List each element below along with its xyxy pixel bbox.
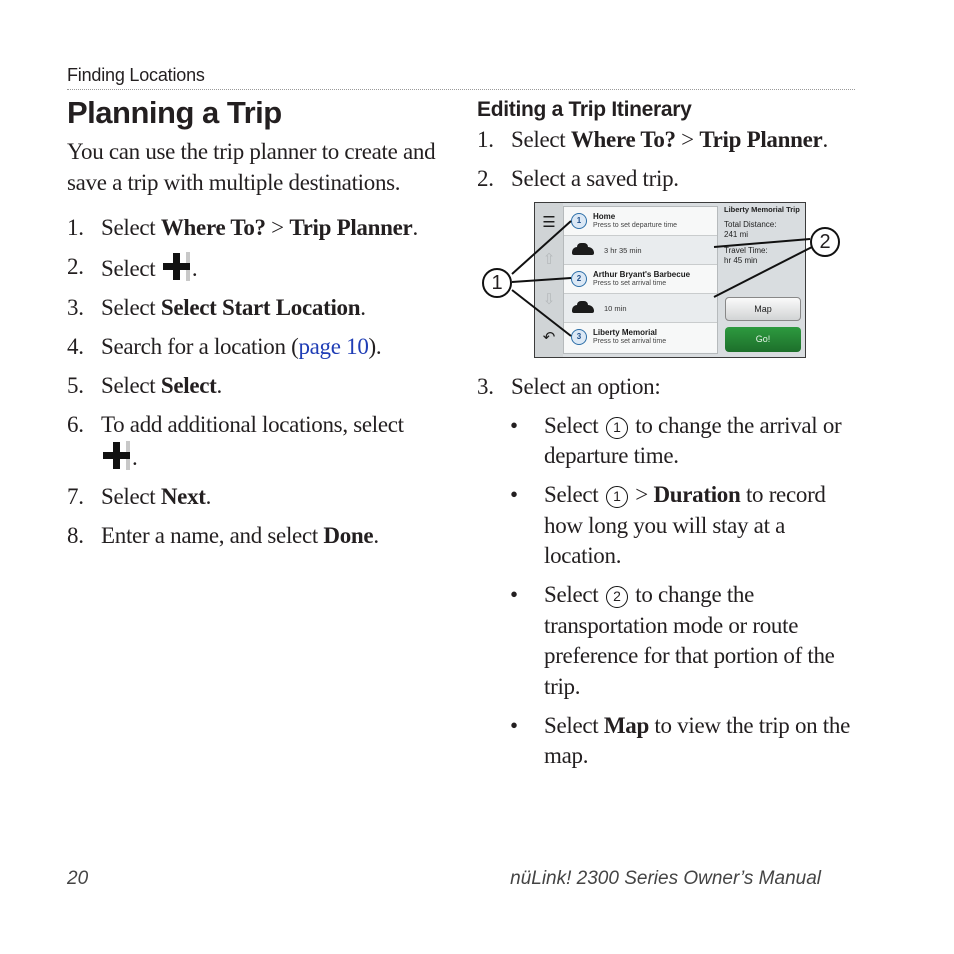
planning-steps-list [67, 213, 452, 551]
section-title: Editing a Trip Itinerary [477, 98, 692, 121]
segment-time: 10 min [604, 304, 627, 313]
travel-time-label: Travel Time: [724, 246, 768, 255]
manual-title: nüLink! 2300 Series Owner’s Manual [510, 868, 821, 889]
back-icon[interactable]: ↶ [542, 329, 556, 346]
go-button[interactable]: Go! [725, 327, 801, 352]
trip-name: Liberty Memorial Trip [724, 205, 800, 214]
stop-hint: Press to set arrival time [593, 338, 667, 345]
segment-time: 3 hr 35 min [604, 246, 642, 255]
plus-icon [103, 441, 130, 470]
editing-step-3 [477, 372, 867, 403]
list-item: 8. Enter a name, and select Done. [67, 522, 379, 548]
list-item: 3. Select Select Start Location. [67, 295, 366, 320]
list-item: 5. Select Select. [67, 373, 222, 398]
list-item: 7. Select Next. [67, 483, 212, 509]
callout-2: 2 [810, 227, 840, 257]
list-item: 1. Select Where To? > Trip Planner. [67, 215, 418, 240]
plus-icon [163, 252, 190, 281]
list-item: • Select 1 > Duration to record how long you will stay at a location. [510, 482, 826, 568]
arrow-down-icon[interactable]: ⇩ [542, 291, 556, 308]
list-item: 2. Select a saved trip. [477, 166, 679, 191]
running-header: Finding Locations [67, 65, 205, 85]
stop-number-badge: 2 [571, 271, 587, 287]
right-column [477, 97, 867, 203]
stop-hint: Press to set departure time [593, 222, 678, 229]
stop-name: Arthur Bryant's Barbecue [593, 270, 691, 279]
total-distance-value: 241 mi [724, 230, 749, 239]
arrow-up-icon[interactable]: ⇧ [542, 251, 556, 268]
callout-1: 1 [482, 268, 512, 298]
stop-name: Liberty Memorial [593, 328, 658, 337]
editing-options [477, 372, 867, 780]
stop-number-badge: 3 [571, 329, 587, 345]
list-item: 2. Select . [67, 254, 198, 281]
editing-steps-list [477, 125, 867, 195]
list-item: • Select 2 to change the transportation mode or route preference for that portion of the trip. [510, 582, 835, 699]
list-item: 6. To add additional locations, select . [67, 412, 404, 470]
stop-number-badge: 1 [571, 213, 587, 229]
list-item: • Select Map to view the trip on the map. [510, 712, 851, 768]
callout-2-icon: 2 [606, 586, 628, 608]
page-title: Planning a Trip [67, 95, 282, 130]
intro-paragraph: You can use the trip planner to create and save a trip with multiple destinations. [67, 139, 436, 195]
map-button[interactable]: Map [725, 297, 801, 321]
left-column [67, 95, 452, 560]
callout-1-icon: 1 [606, 486, 628, 508]
callout-1-icon: 1 [606, 417, 628, 439]
page-number: 20 [67, 868, 89, 889]
header-divider [67, 89, 855, 90]
callout-leader-lines [478, 202, 858, 360]
list-item: 3. Select an option: [477, 374, 661, 399]
menu-icon[interactable]: ☰ [542, 214, 556, 231]
stop-hint: Press to set arrival time [593, 280, 667, 287]
trip-itinerary-figure [478, 202, 858, 360]
list-item: • Select 1 to change the arrival or departure time. [510, 412, 842, 468]
list-item: 1. Select Where To? > Trip Planner. [477, 127, 828, 152]
option-bullets [510, 411, 867, 772]
page-link[interactable]: page 10 [298, 334, 369, 359]
list-item: 4. Search for a location (page 10). [67, 334, 382, 359]
total-distance-label: Total Distance: [724, 220, 777, 229]
travel-time-value: hr 45 min [724, 256, 758, 265]
stop-name: Home [593, 212, 616, 221]
